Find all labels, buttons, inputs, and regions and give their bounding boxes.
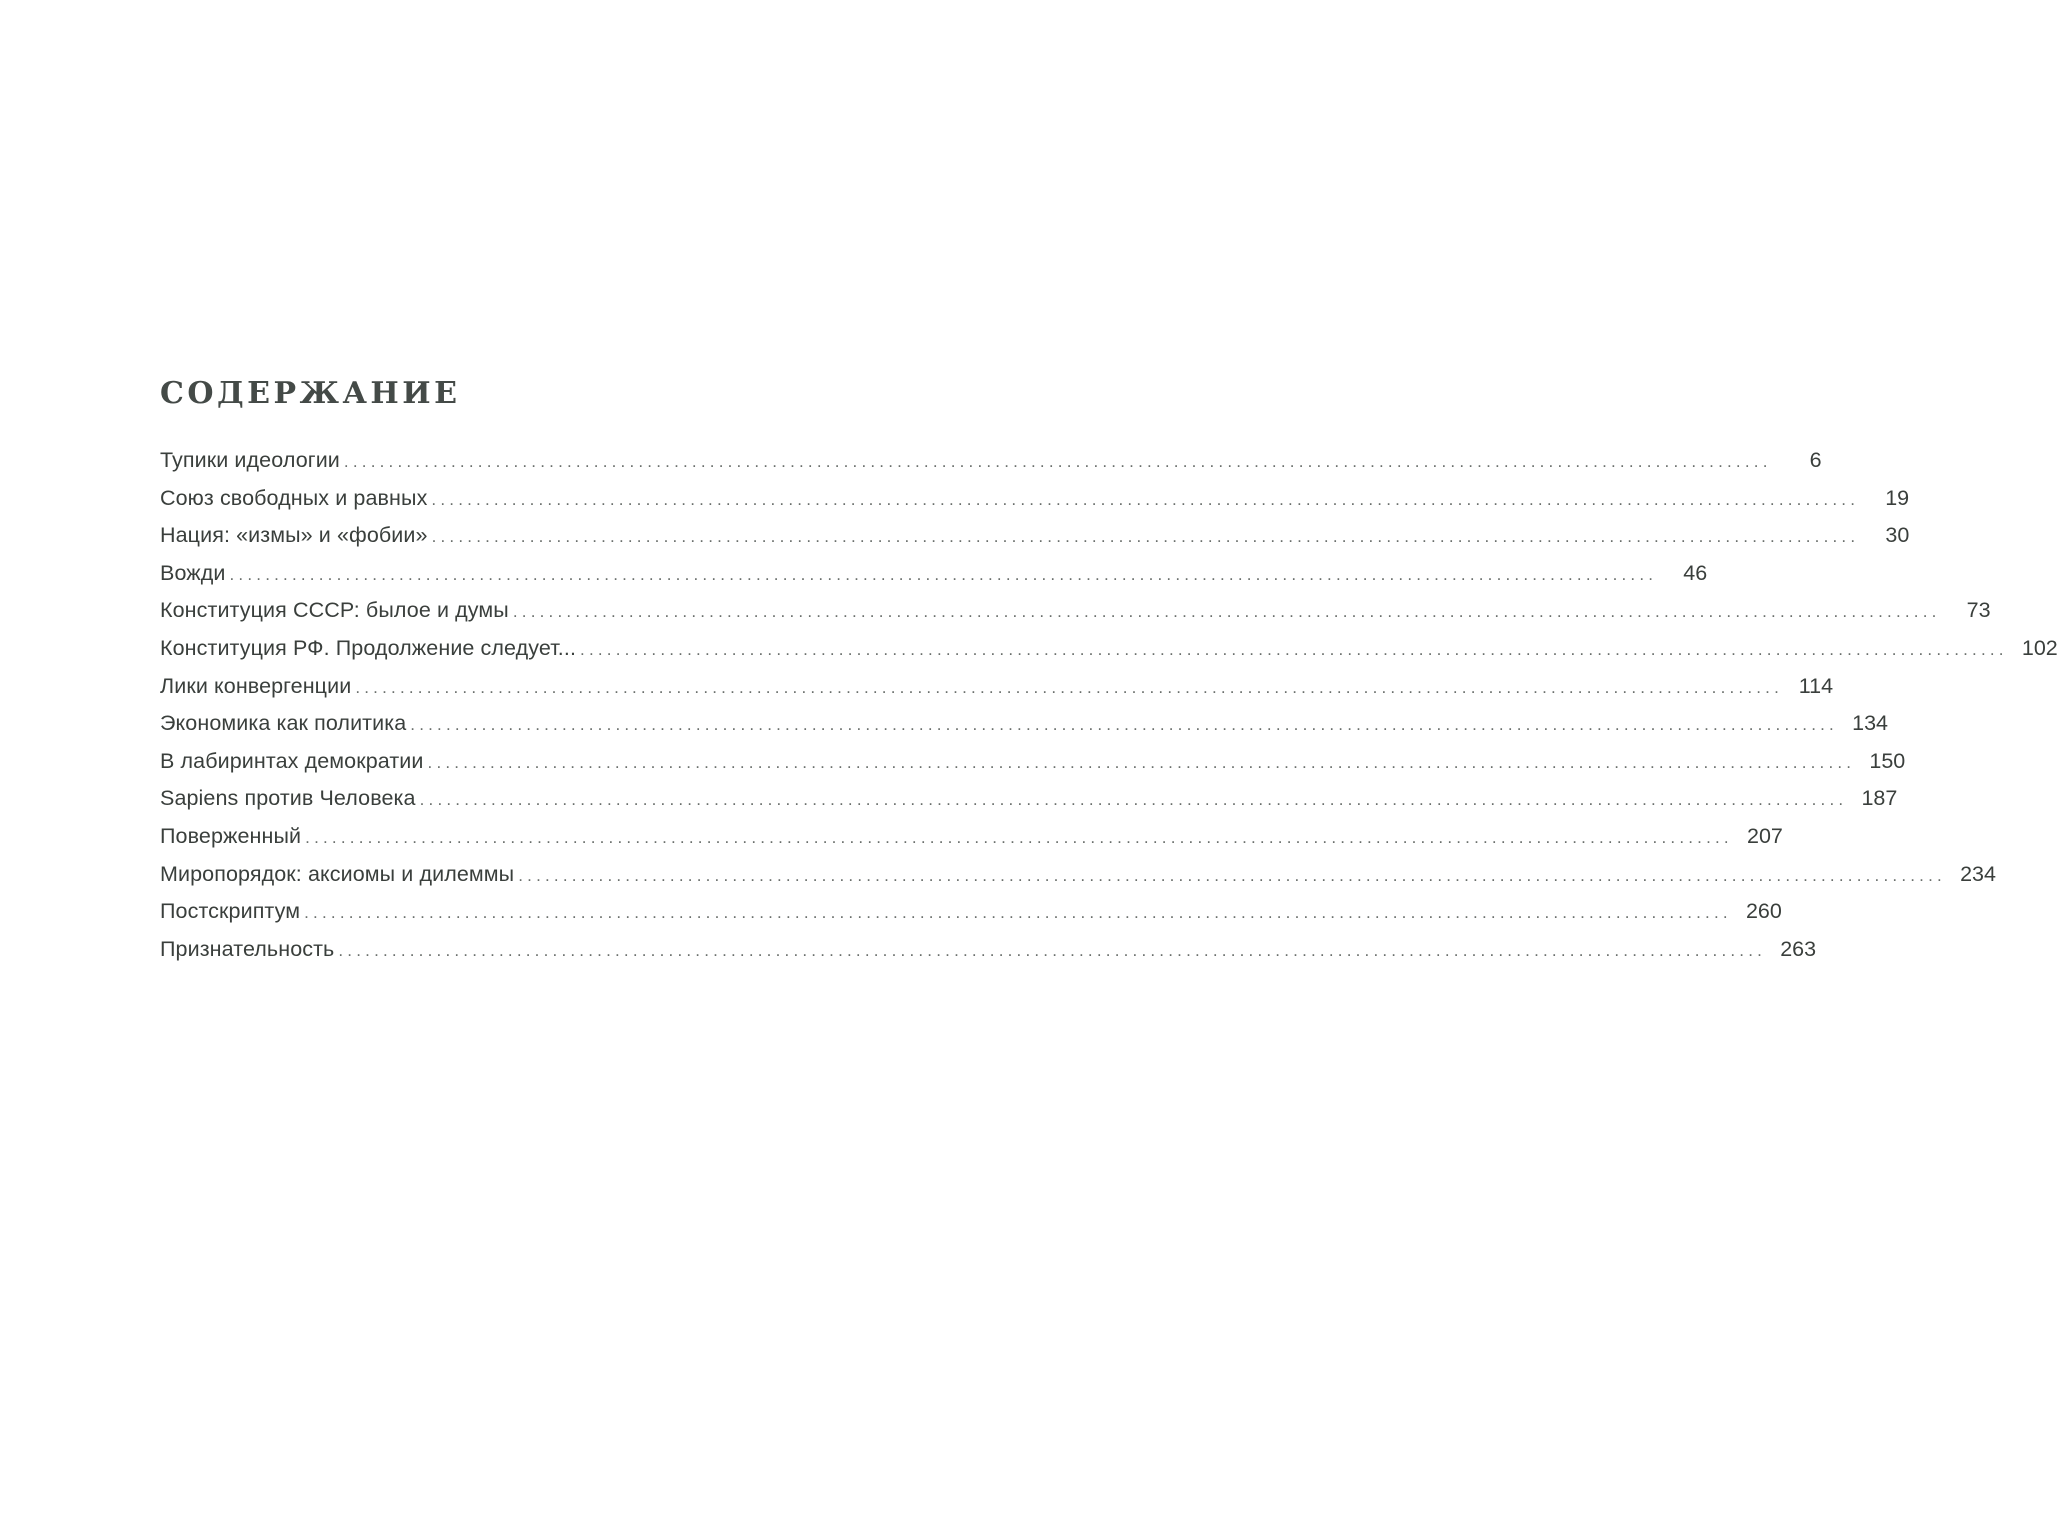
toc-entry[interactable] — [160, 517, 1910, 555]
toc-entry-title: Лики конвергенции — [160, 673, 352, 698]
toc-entry-title: Конституция РФ. Продолжение следует... — [160, 635, 577, 660]
toc-entry-title: Экономика как политика — [160, 711, 407, 736]
toc-entry-title: Тупики идеологии — [160, 448, 340, 472]
toc-entry-page: 263 — [1780, 936, 1817, 961]
toc-entry-page: 187 — [1861, 786, 1898, 811]
dot-leader: ................................................................................................................................................................ — [355, 677, 1784, 697]
dot-leader: ................................................................................................................................................................ — [431, 489, 1860, 509]
toc-entry-page: 260 — [1745, 899, 1782, 924]
dot-leader: ................................................................................................................................................................ — [338, 940, 1767, 960]
toc-entry-page: 73 — [1966, 598, 1991, 623]
toc-entry-title: Поверженный — [160, 823, 302, 848]
toc-entry[interactable] — [160, 668, 1834, 706]
toc-entry[interactable] — [160, 480, 1910, 518]
toc-entry-title: Признательность — [160, 936, 335, 961]
dot-leader: ................................................................................................................................................................ — [518, 865, 1946, 885]
table-of-contents — [160, 442, 2058, 968]
toc-entry[interactable] — [160, 893, 1782, 931]
dot-leader: ................................................................................................................................................................ — [431, 527, 1860, 547]
toc-entry-page: 30 — [1885, 523, 1910, 548]
toc-heading: СОДЕРЖАНИЕ — [160, 376, 461, 411]
toc-entry[interactable] — [160, 818, 1783, 856]
dot-leader: ................................................................................................................................................................ — [419, 790, 1848, 810]
toc-entry[interactable] — [160, 555, 1708, 593]
toc-entry[interactable] — [160, 705, 1888, 743]
toc-entry-page: 6 — [1809, 448, 1822, 472]
toc-entry-page: 102 — [2021, 635, 2058, 660]
toc-entry-page: 150 — [1869, 748, 1906, 773]
toc-entry-title: Нация: «измы» и «фобии» — [160, 523, 428, 548]
dot-leader: ................................................................................................................................................................ — [304, 903, 1732, 923]
toc-entry[interactable] — [160, 743, 1906, 781]
toc-entry-title: Союз свободных и равных — [160, 485, 428, 510]
dot-leader: ................................................................................................................................................................ — [229, 564, 1658, 584]
toc-entry-title: Постскриптум — [160, 899, 301, 924]
toc-entry-title: Sapiens против Человека — [160, 786, 416, 811]
toc-entry[interactable] — [160, 630, 2058, 668]
dot-leader: ................................................................................................................................................................ — [343, 452, 1772, 471]
toc-entry[interactable] — [160, 442, 1822, 480]
toc-entry-page: 134 — [1852, 711, 1888, 736]
toc-entry-title: Конституция СССР: былое и думы — [160, 598, 509, 623]
toc-entry-title: Миропорядок: аксиомы и дилеммы — [160, 861, 515, 886]
dot-leader: ................................................................................................................................................................ — [427, 752, 1856, 772]
toc-entry[interactable] — [160, 780, 1898, 818]
toc-entry[interactable] — [160, 931, 1817, 969]
toc-entry-page: 19 — [1885, 485, 1910, 510]
toc-entry-page: 46 — [1683, 560, 1708, 585]
toc-entry[interactable] — [160, 592, 1991, 630]
dot-leader: ................................................................................................................................................................ — [305, 827, 1733, 847]
toc-entry-page: 207 — [1746, 823, 1783, 848]
toc-entry-page: 234 — [1960, 861, 1996, 886]
dot-leader: ................................................................................................................................................................ — [512, 602, 1941, 622]
dot-leader: ................................................................................................................................................................ — [410, 715, 1838, 735]
toc-entry-title: В лабиринтах демократии — [160, 748, 424, 773]
toc-entry-title: Вожди — [160, 560, 226, 585]
toc-entry-page: 114 — [1798, 673, 1834, 698]
toc-entry[interactable] — [160, 856, 1996, 894]
dot-leader: ................................................................................................................................................................ — [580, 639, 2008, 659]
